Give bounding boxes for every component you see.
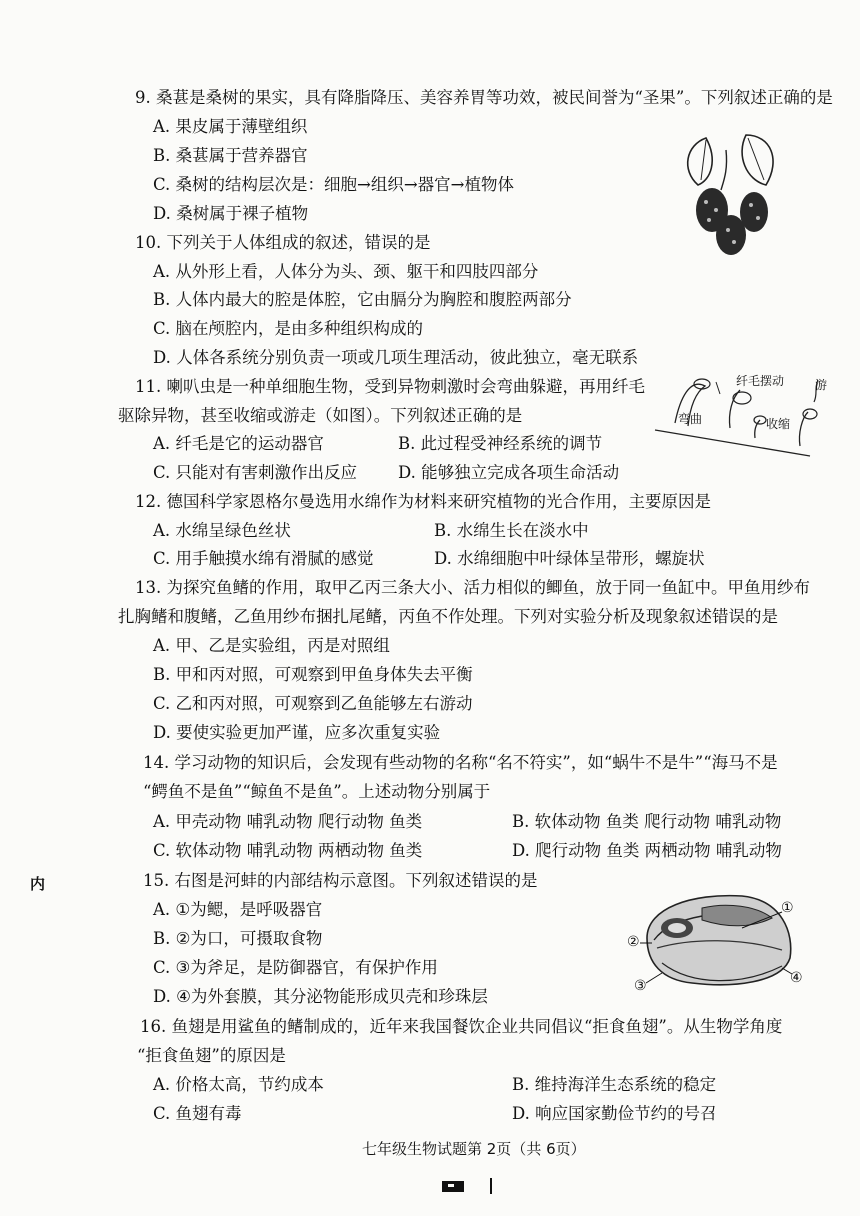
- q10-option-c: C. 脑在颅腔内，是由多种组织构成的: [153, 319, 424, 338]
- q14-option-c: C. 软体动物 哺乳动物 两栖动物 鱼类: [153, 841, 423, 860]
- mussel-diagram: [632, 888, 802, 993]
- q11-stem-line2: 驱除异物，甚至收缩或游走（如图）。下列叙述正确的是: [118, 406, 523, 425]
- q15-option-c: C. ③为斧足，是防御器官，有保护作用: [153, 958, 438, 977]
- q11-option-a: A. 纤毛是它的运动器官: [153, 434, 324, 453]
- q11-option-c: C. 只能对有害刺激作出反应: [153, 463, 358, 482]
- mussel-label-4: ④: [790, 970, 803, 986]
- mussel-label-3: ③: [634, 978, 647, 994]
- q9-option-a: A. 果皮属于薄壁组织: [153, 117, 308, 136]
- q13-option-d: D. 要使实验更加严谨，应多次重复实验: [153, 723, 441, 742]
- q9-option-b: B. 桑葚属于营养器官: [153, 146, 308, 165]
- q14-option-d: D. 爬行动物 鱼类 两栖动物 哺乳动物: [512, 841, 782, 860]
- stentor-label-swim: 游: [815, 378, 828, 392]
- q10-option-b: B. 人体内最大的腔是体腔，它由膈分为胸腔和腹腔两部分: [153, 290, 572, 309]
- scan-mark: [440, 1176, 500, 1196]
- q12-stem: 12. 德国科学家恩格尔曼选用水绵作为材料来研究植物的光合作用，主要原因是: [135, 492, 711, 511]
- margin-mark: 内: [30, 875, 46, 893]
- page-footer: 七年级生物试题第 2页（共 6页）: [362, 1140, 586, 1158]
- q13-stem-line1: 13. 为探究鱼鳍的作用，取甲乙丙三条大小、活力相似的鲫鱼，放于同一鱼缸中。甲鱼用纱布: [135, 578, 810, 597]
- q15-stem: 15. 右图是河蚌的内部结构示意图。下列叙述错误的是: [143, 871, 538, 890]
- q13-option-a: A. 甲、乙是实验组，丙是对照组: [153, 636, 390, 655]
- stentor-label-bend: 弯曲: [678, 412, 703, 426]
- q16-stem-line2: “拒食鱼翅”的原因是: [137, 1046, 286, 1065]
- q16-stem-line1: 16. 鱼翅是用鲨鱼的鳍制成的，近年来我国餐饮企业共同倡议“拒食鱼翅”。从生物学角度: [140, 1017, 783, 1036]
- q12-option-b: B. 水绵生长在淡水中: [434, 521, 589, 540]
- q12-option-c: C. 用手触摸水绵有滑腻的感觉: [153, 549, 374, 568]
- q14-option-a: A. 甲壳动物 哺乳动物 爬行动物 鱼类: [153, 812, 423, 831]
- q16-option-c: C. 鱼翅有毒: [153, 1104, 242, 1123]
- q13-option-b: B. 甲和丙对照，可观察到甲鱼身体失去平衡: [153, 665, 473, 684]
- q15-option-b: B. ②为口，可摄取食物: [153, 929, 323, 948]
- mussel-label-1: ①: [781, 900, 794, 916]
- q9-stem: 9. 桑葚是桑树的果实，具有降脂降压、美容养胃等功效，被民间誉为“圣果”。下列叙述正确的是: [135, 88, 833, 107]
- q9-option-c: C. 桑树的结构层次是：细胞→组织→器官→植物体: [153, 175, 515, 194]
- mulberry-illustration: [676, 130, 786, 260]
- q11-option-d: D. 能够独立完成各项生命活动: [398, 463, 620, 482]
- q16-option-d: D. 响应国家勤俭节约的号召: [512, 1104, 717, 1123]
- q10-stem: 10. 下列关于人体组成的叙述，错误的是: [135, 233, 431, 252]
- stentor-label-cilia: 纤毛摆动: [736, 374, 785, 388]
- q14-stem-line2: “鳄鱼不是鱼”“鲸鱼不是鱼”。上述动物分别属于: [143, 782, 491, 801]
- q10-option-d: D. 人体各系统分别负责一项或几项生理活动，彼此独立，毫无联系: [153, 348, 639, 367]
- mussel-label-2: ②: [627, 934, 640, 950]
- q13-stem-line2: 扎胸鳍和腹鳍，乙鱼用纱布捆扎尾鳍，丙鱼不作处理。下列对实验分析及现象叙述错误的是: [118, 607, 778, 626]
- q16-option-a: A. 价格太高，节约成本: [153, 1075, 324, 1094]
- q9-option-d: D. 桑树属于裸子植物: [153, 204, 309, 223]
- q15-option-a: A. ①为鳃，是呼吸器官: [153, 900, 323, 919]
- stentor-label-contract: 收缩: [766, 417, 791, 431]
- q12-option-a: A. 水绵呈绿色丝状: [153, 521, 291, 540]
- q14-option-b: B. 软体动物 鱼类 爬行动物 哺乳动物: [512, 812, 782, 831]
- q16-option-b: B. 维持海洋生态系统的稳定: [512, 1075, 717, 1094]
- q12-option-d: D. 水绵细胞中叶绿体呈带形，螺旋状: [434, 549, 705, 568]
- q11-option-b: B. 此过程受神经系统的调节: [398, 434, 603, 453]
- q14-stem-line1: 14. 学习动物的知识后，会发现有些动物的名称“名不符实”，如“蜗牛不是牛”“海马不是: [143, 753, 778, 772]
- q15-option-d: D. ④为外套膜，其分泌物能形成贝壳和珍珠层: [153, 987, 488, 1006]
- q11-stem-line1: 11. 喇叭虫是一种单细胞生物，受到异物刺激时会弯曲躲避，再用纤毛: [135, 377, 645, 396]
- q10-option-a: A. 从外形上看，人体分为头、颈、躯干和四肢四部分: [153, 262, 539, 281]
- q13-option-c: C. 乙和丙对照，可观察到乙鱼能够左右游动: [153, 694, 473, 713]
